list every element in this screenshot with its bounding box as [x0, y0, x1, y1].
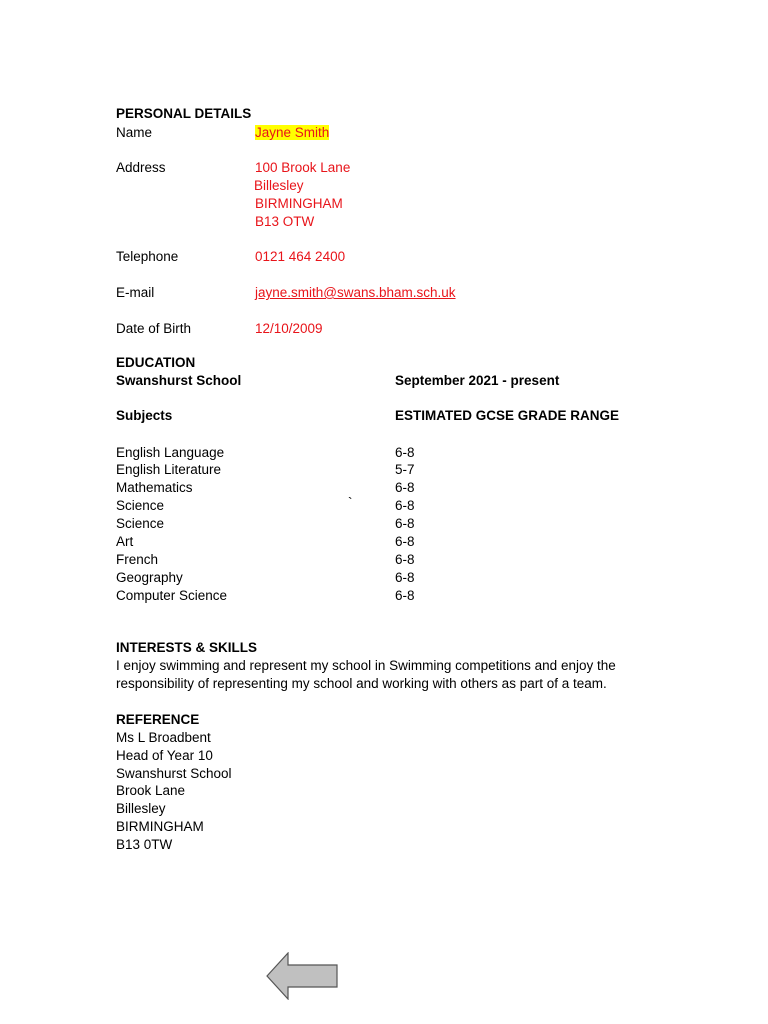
subjects-header: Subjects [116, 408, 173, 423]
dob-value: 12/10/2009 [255, 321, 323, 336]
reference-line: Ms L Broadbent [116, 730, 211, 745]
subject-grade: 5-7 [395, 462, 415, 477]
reference-line: Brook Lane [116, 783, 186, 798]
address-line: Billesley [254, 178, 304, 193]
subject-name: Geography [116, 570, 183, 585]
subject-name: Mathematics [116, 480, 193, 495]
telephone-value: 0121 464 2400 [255, 249, 346, 264]
interests-text: I enjoy swimming and represent my school in Swimming competitions and enjoy the responsibility of representing my school and working with others as part of a team. [116, 658, 616, 691]
telephone-label: Telephone [116, 249, 179, 264]
subject-name: Computer Science [116, 588, 228, 603]
reference-line: Head of Year 10 [116, 748, 213, 763]
stray-mark: ` [348, 495, 353, 510]
school-name: Swanshurst School [116, 373, 242, 388]
dob-label: Date of Birth [116, 321, 192, 336]
address-line: 100 Brook Lane [255, 160, 351, 175]
subject-grade: 6-8 [395, 552, 415, 567]
school-dates: September 2021 - present [395, 373, 560, 388]
subject-grade: 6-8 [395, 480, 415, 495]
reference-line: BIRMINGHAM [116, 819, 204, 834]
grades-header: ESTIMATED GCSE GRADE RANGE [395, 408, 620, 423]
name-label: Name [116, 125, 153, 140]
subject-grade: 6-8 [395, 445, 415, 460]
address-line: BIRMINGHAM [255, 196, 343, 211]
address-label: Address [116, 160, 166, 175]
subject-name: Science [116, 498, 165, 513]
subject-name: English Language [116, 445, 225, 460]
email-link[interactable]: jayne.smith@swans.bham.sch.uk [255, 285, 456, 300]
reference-line: Swanshurst School [116, 766, 232, 781]
subject-name: English Literature [116, 462, 222, 477]
name-value [255, 124, 329, 142]
personal-details-heading: PERSONAL DETAILS [116, 106, 252, 121]
interests-heading: INTERESTS & SKILLS [116, 640, 258, 655]
education-heading: EDUCATION [116, 355, 196, 370]
left-arrow-shape [266, 952, 338, 1000]
subject-grade: 6-8 [395, 588, 415, 603]
subject-name: French [116, 552, 159, 567]
left-arrow-icon[interactable] [266, 952, 338, 1000]
email-label: E-mail [116, 285, 155, 300]
reference-line: Billesley [116, 801, 166, 816]
reference-heading: REFERENCE [116, 712, 200, 727]
address-line: B13 OTW [255, 214, 315, 229]
subject-name: Art [116, 534, 134, 549]
subject-name: Science [116, 516, 165, 531]
reference-line: B13 0TW [116, 837, 173, 852]
name-value-highlight: Jayne Smith [255, 125, 330, 140]
subject-grade: 6-8 [395, 570, 415, 585]
subject-grade: 6-8 [395, 534, 415, 549]
subject-grade: 6-8 [395, 516, 415, 531]
subject-grade: 6-8 [395, 498, 415, 513]
